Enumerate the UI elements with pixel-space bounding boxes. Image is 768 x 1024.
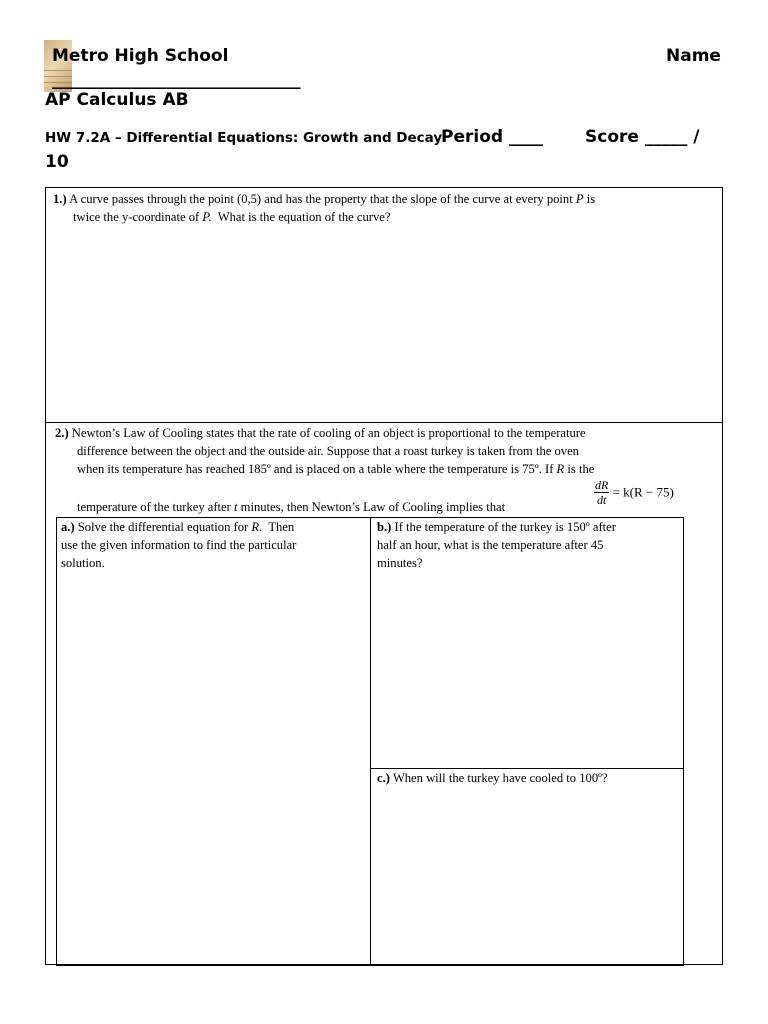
- q2-line1: Newton’s Law of Cooling states that the rate of cooling of an object is proportional to the temperature: [71, 426, 586, 440]
- part-c-text: [377, 769, 677, 787]
- q1-line1-end: is: [586, 192, 596, 206]
- part-b-box[interactable]: [370, 517, 684, 769]
- question-1-text: [53, 190, 717, 226]
- formula-numerator: dR: [595, 478, 609, 492]
- course-title: AP Calculus AB: [45, 90, 189, 110]
- q2-line4-start: temperature of the turkey after: [77, 500, 231, 514]
- q2-line4: [77, 498, 505, 516]
- part-a-var-r: R.: [251, 520, 263, 534]
- part-c-box[interactable]: [370, 768, 684, 966]
- q2-line2: difference between the object and the outside air. Suppose that a roast turkey is taken from the oven: [77, 444, 579, 458]
- part-a-line3: solution.: [61, 556, 105, 570]
- q1-var-p2: P.: [202, 210, 212, 224]
- score-field[interactable]: Score _____ /: [585, 127, 700, 147]
- q2-line4-end: minutes, then Newton’s Law of Cooling implies that: [240, 500, 506, 514]
- part-a-line2: use the given information to find the particular: [61, 538, 297, 552]
- part-c-line1: When will the turkey have cooled to 100º?: [392, 771, 608, 785]
- hw-title: HW 7.2A – Differential Equations: Growth and Decay: [45, 130, 443, 146]
- part-a-line1-end: Then: [268, 520, 295, 534]
- q1-line2-end: What is the equation of the curve?: [217, 210, 391, 224]
- formula-denominator: dt: [597, 493, 607, 507]
- question-1-number: 1.): [53, 192, 67, 206]
- part-a-box[interactable]: [56, 517, 371, 966]
- part-b-line1: If the temperature of the turkey is 150º after: [394, 520, 616, 534]
- name-line[interactable]: _________________________________: [52, 70, 300, 90]
- part-b-label: b.): [377, 520, 392, 534]
- part-a-text: [61, 518, 361, 572]
- part-c-label: c.): [377, 771, 390, 785]
- question-2-number: 2.): [55, 426, 69, 440]
- score-total: 10: [45, 152, 69, 172]
- question-2-box: [45, 422, 723, 965]
- q2-line3-end: is the: [567, 462, 595, 476]
- part-b-text: [377, 518, 677, 572]
- q1-line2: twice the y-coordinate of: [73, 210, 200, 224]
- part-b-line2: half an hour, what is the temperature after 45: [377, 538, 604, 552]
- part-a-line1: Solve the differential equation for: [77, 520, 249, 534]
- part-a-label: a.): [61, 520, 75, 534]
- period-field[interactable]: Period ____: [441, 127, 543, 147]
- q2-var-t: t: [234, 500, 238, 514]
- question-1-box[interactable]: [45, 187, 723, 423]
- school-name: Metro High School: [52, 46, 229, 66]
- q2-var-r: R: [556, 462, 565, 476]
- question-2-text: [55, 424, 719, 478]
- q1-line1: A curve passes through the point (0,5) and has the property that the slope of the curve at every point: [69, 192, 573, 206]
- q1-var-p: P: [575, 192, 584, 206]
- name-label: Name: [666, 46, 721, 66]
- q2-line3: when its temperature has reached 185º and is placed on a table where the temperature is 75º. If: [77, 462, 554, 476]
- part-b-line3: minutes?: [377, 556, 423, 570]
- cooling-formula: [594, 478, 674, 507]
- formula-rhs: = k(R − 75): [612, 484, 674, 500]
